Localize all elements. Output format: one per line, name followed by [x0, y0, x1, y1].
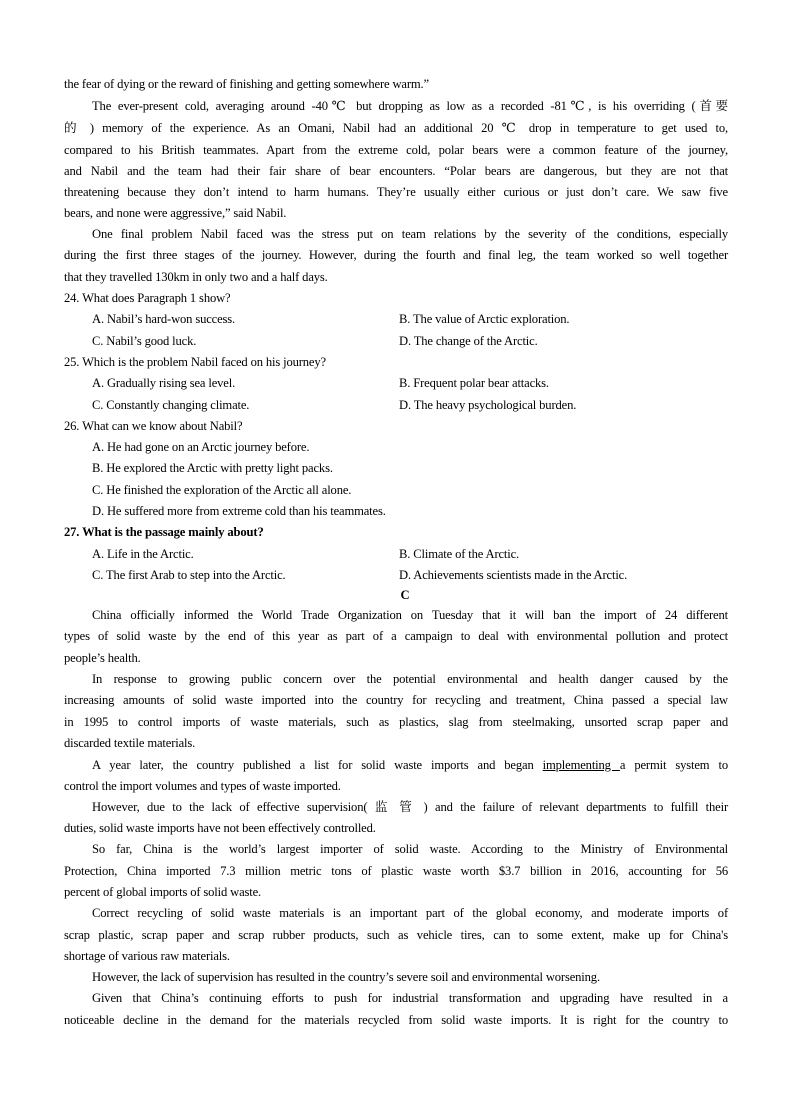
- answer-option: D. He suffered more from extreme cold than his teammates.: [92, 504, 386, 518]
- paragraph-line: In response to growing public concern over the potential environmental and health danger caused by the: [92, 672, 728, 686]
- paragraph-line: shortage of various raw materials.: [64, 949, 230, 963]
- paragraph-line: and Nabil and the team had their fair share of bear encounters. “Polar bears are dangerous, but they are not that: [64, 164, 728, 178]
- answer-option: A. He had gone on an Arctic journey before.: [92, 440, 310, 454]
- paragraph-line: percent of global imports of solid waste.: [64, 885, 262, 899]
- answer-option: C. Nabil’s good luck.: [92, 334, 197, 348]
- answer-option: B. Frequent polar bear attacks.: [399, 376, 549, 390]
- paragraph-line: [92, 755, 728, 776]
- paragraph-line: duties, solid waste imports have not been effectively controlled.: [64, 821, 376, 835]
- answer-option: C. He finished the exploration of the Arctic all alone.: [92, 483, 352, 497]
- paragraph-line: bears, and none were aggressive,” said Nabil.: [64, 206, 287, 220]
- paragraph-line: Correct recycling of solid waste materials is an important part of the global economy, and moderate imports of: [92, 906, 728, 920]
- section-heading: C: [400, 588, 410, 602]
- paragraph-line: noticeable decline in the demand for the materials recycled from solid waste imports. It is right for the country to: [64, 1013, 728, 1027]
- answer-option: B. The value of Arctic exploration.: [399, 312, 570, 326]
- paragraph-line: The ever-present cold, averaging around -40℃ but dropping as low as a recorded -81℃, is his overriding (首要: [92, 99, 728, 113]
- answer-option: A. Nabil’s hard-won success.: [92, 312, 236, 326]
- answer-option: D. Achievements scientists made in the Arctic.: [399, 568, 628, 582]
- paragraph-line: Protection, China imported 7.3 million metric tons of plastic waste worth $3.7 billion in 2016, accounting for 56: [64, 864, 728, 878]
- paragraph-line: in 1995 to control imports of waste materials, such as plastics, slag from steelmaking, unsorted scrap paper and: [64, 715, 728, 729]
- answer-option: D. The change of the Arctic.: [399, 334, 538, 348]
- underlined-word: implementing: [542, 758, 620, 772]
- paragraph-line: One final problem Nabil faced was the stress put on team relations by the severity of the conditions, especially: [92, 227, 728, 241]
- paragraph-line: China officially informed the World Trade Organization on Tuesday that it will ban the import of 24 different: [92, 608, 728, 622]
- answer-option: A. Gradually rising sea level.: [92, 376, 236, 390]
- answer-option: A. Life in the Arctic.: [92, 547, 194, 561]
- answer-option: C. The first Arab to step into the Arctic.: [92, 568, 286, 582]
- paragraph-line: increasing amounts of solid waste imported into the country for recycling and treatment, China passed a special law: [64, 693, 728, 707]
- paragraph-line: control the import volumes and types of waste imported.: [64, 779, 341, 793]
- paragraph-line: 的 ) memory of the experience. As an Omani, Nabil had an additional 20 ℃ drop in temperature to get used to,: [64, 121, 728, 135]
- question-stem: 26. What can we know about Nabil?: [64, 419, 243, 433]
- question-stem: 25. Which is the problem Nabil faced on his journey?: [64, 355, 326, 369]
- paragraph-line: So far, China is the world’s largest importer of solid waste. According to the Ministry of Environmental: [92, 842, 728, 856]
- paragraph-line: threatening because they don’t intend to harm humans. They’re usually either curious or just don’t care. We saw five: [64, 185, 728, 199]
- text-run: A year later, the country published a list for solid waste imports and began: [92, 758, 543, 772]
- text-run: a permit system to: [619, 758, 728, 772]
- paragraph-line: scrap plastic, scrap paper and scrap rubber products, such as vehicle tires, can to some extent, make up for China's: [64, 928, 728, 942]
- paragraph-line: However, the lack of supervision has resulted in the country’s severe soil and environmental worsening.: [92, 970, 600, 984]
- paragraph-line: Given that China’s continuing efforts to push for industrial transformation and upgrading have resulted in a: [92, 991, 728, 1005]
- question-stem: 27. What is the passage mainly about?: [64, 525, 264, 539]
- paragraph-line: types of solid waste by the end of this year as part of a campaign to deal with environmental pollution and protect: [64, 629, 728, 643]
- paragraph-line: However, due to the lack of effective supervision( 监 管 ) and the failure of relevant departments to fulfill their: [92, 800, 728, 814]
- paragraph-line: that they travelled 130km in only two and a half days.: [64, 270, 328, 284]
- paragraph-line: the fear of dying or the reward of finishing and getting somewhere warm.”: [64, 77, 429, 91]
- answer-option: D. The heavy psychological burden.: [399, 398, 577, 412]
- paragraph-line: discarded textile materials.: [64, 736, 196, 750]
- paragraph-line: people’s health.: [64, 651, 141, 665]
- question-stem: 24. What does Paragraph 1 show?: [64, 291, 231, 305]
- answer-option: C. Constantly changing climate.: [92, 398, 250, 412]
- paragraph-line: during the first three stages of the journey. However, during the fourth and final leg, the team worked so well together: [64, 248, 728, 262]
- paragraph-line: compared to his British teammates. Apart from the extreme cold, polar bears were a common feature of the journey,: [64, 143, 728, 157]
- answer-option: B. He explored the Arctic with pretty light packs.: [92, 461, 333, 475]
- answer-option: B. Climate of the Arctic.: [399, 547, 520, 561]
